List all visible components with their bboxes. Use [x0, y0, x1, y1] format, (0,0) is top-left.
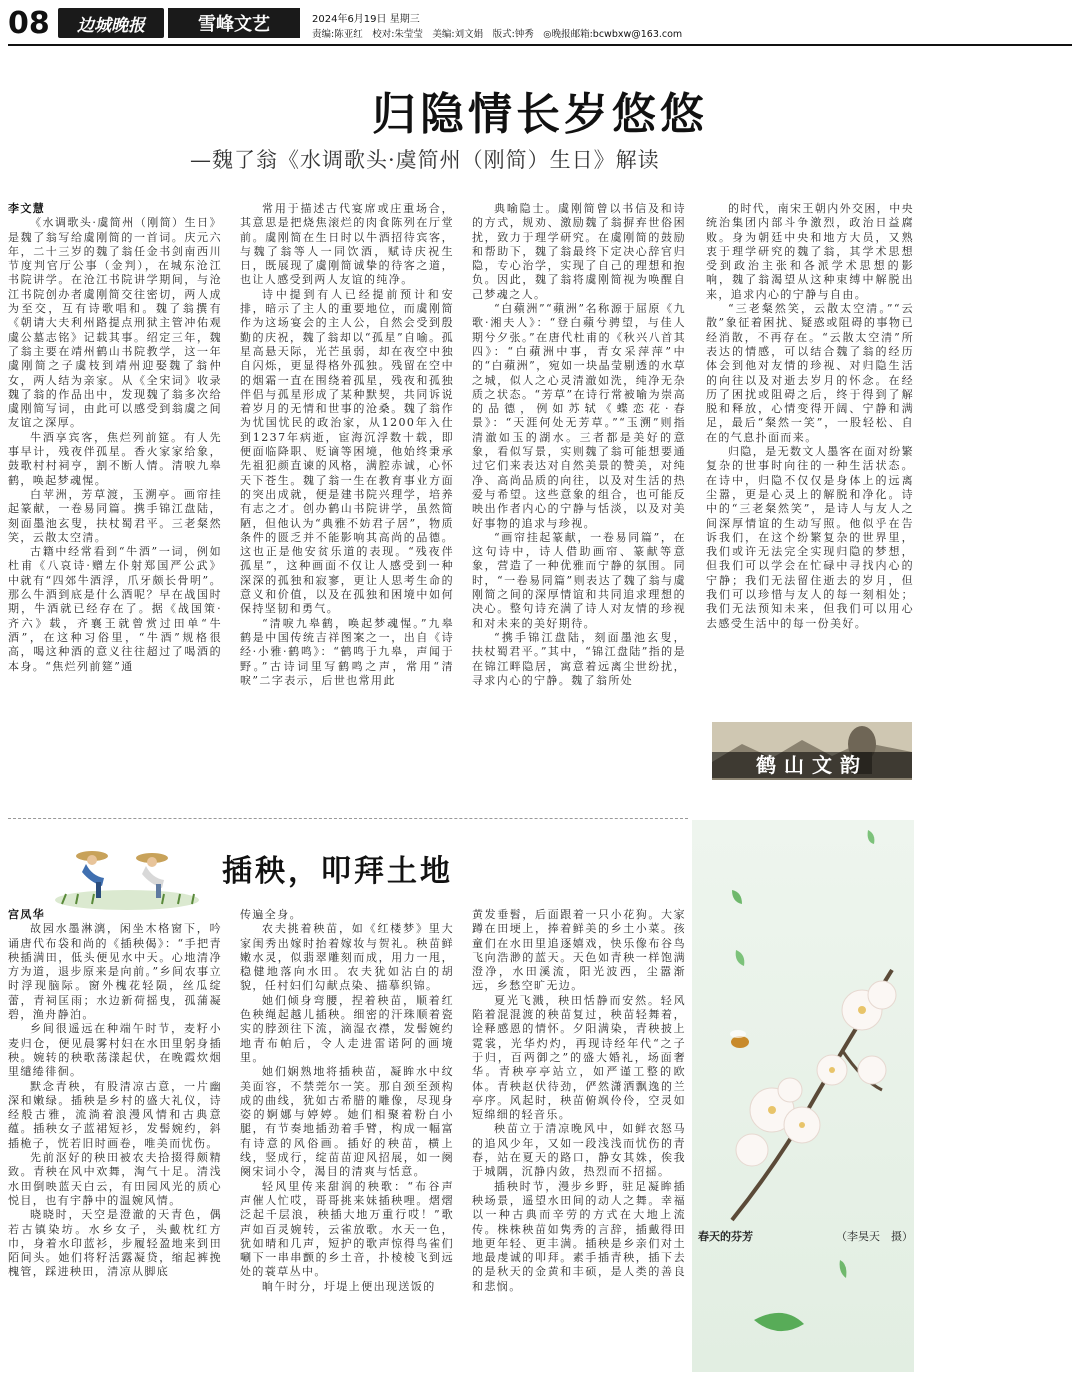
farmers-planting-illustration-icon — [52, 842, 202, 912]
article2-column-2 — [240, 908, 454, 1378]
paragraph: 归隐，是无数文人墨客在面对纷繁复杂的世事时向往的一种生活状态。在诗中，归隐不仅仅是身体上的远离尘嚣，更是心灵上的解脱和净化。诗中的“三老粲然笑”，是诗人与友人之间深厚情谊的生动写照。他似乎在告诉我们，在这个纷繁复杂的世界里，我们或许无法完全实现归隐的梦想，但我们可以学会在忙碌中寻找内心的宁静；我们无法留住逝去的岁月，但我们可以珍惜与友人的每一刻相处；我们无法预知未来，但我们可以用心去感受生活中的每一份美好。 — [706, 445, 914, 630]
article1-title: 归隐情长岁悠悠 — [372, 89, 708, 140]
article2-column-3 — [472, 908, 686, 1378]
paragraph: “携手锦江盘陆，刻面墨池玄叟，扶杖蜀君平。”其中，“锦江盘陆”指的是在锦江畔隐居，寓意着远离尘世纷扰，寻求内心的宁静。魏了翁所处 — [472, 630, 686, 687]
paragraph: 秧苗立于清凉晚风中，如鲜衣怒马的追风少年，又如一段浅浅而忧伤的青春，站在夏天的路口，静女其姝，俟我于城隅，沉静内敛，热烈而不招摇。 — [472, 1122, 686, 1179]
paragraph: 典喻隐士。虞刚简曾以书信及和诗的方式，规劝、激励魏了翁摒弃世俗困扰，致力于理学研究。在虞刚简的鼓励和帮助下，魏了翁最终下定决心辞官归隐，专心治学，实现了自己的理想和抱负。因此，魏了翁将虞刚简视为唤醒自己梦魂之人。 — [472, 202, 686, 301]
paragraph: 晌午时分，圩堤上便出现送饭的 — [262, 1279, 436, 1293]
photo-panel — [692, 820, 914, 1372]
article2-column-1 — [8, 908, 222, 1378]
page-number: 08 — [8, 6, 50, 41]
photo-caption: 春天的芬芳 — [698, 1230, 753, 1243]
paragraph: 轻风里传来甜润的秧歌：“布谷声声催人忙哎，哥哥挑来妹插秧哩。熠熠泛起千层浪，秧插大地万重行哎！”歌声如百灵婉转，云雀放歌。水天一色，犹如晴和几声，短护的歌声惊得鸟雀们唰下一串串颤的乡土音，扑棱棱飞到远处的蓑草丛中。 — [240, 1179, 454, 1279]
article1-column-1 — [8, 202, 222, 784]
article2-author: 宫凤华 — [8, 908, 46, 921]
paragraph: 古籍中经常看到“牛酒”一词，例如杜甫《八哀诗·赠左仆射郑国严公武》中就有“四郊牛酒浮，爪牙颇长骨明”。那么牛酒到底是什么酒呢？早在战国时期，牛酒就已经存在了。据《战国策·齐六》载，齐襄王就曾赏过田单“牛酒”，在这种习俗里，“牛酒”规格很高，喝这种酒的意义往往超过了喝酒的本身。“焦烂列前筵”通 — [8, 545, 222, 673]
article1-subtitle: —魏了翁《水调歌头·虞简州（刚简）生日》解读 — [190, 148, 660, 172]
paper-name-badge — [58, 8, 164, 38]
article1-column-2 — [240, 202, 454, 784]
article1-column-3 — [472, 202, 686, 784]
article-separator — [8, 818, 688, 819]
paragraph: 农夫挑着秧苗，如《红楼梦》里大家闺秀出嫁时抬着嫁妆与贺礼。秧苗鲜嫩水灵，似翡翠雕刻而成，用力一甩，稳健地落向水田。农夫犹如沾白的胡貌，任村妇们勾献点染、描摹织锦。 — [240, 922, 454, 993]
photo-credit: （李昊天 摄） — [836, 1230, 913, 1243]
paragraph: 默念青秧，有股清凉古意，一片幽深和嫩绿。插秧是乡村的盛大礼仪，诗经般古雅，流淌着浪漫风情和古典意蕴。插秧女子蓝裙短衫，发髻婉约，斜插桅子，恍若旧时画卷，唯美而忧伤。 — [8, 1079, 222, 1150]
paragraph: 先前沤好的秧田被农夫拾掇得颇精致。青秧在风中欢舞，淘气十足。清浅水田倒映蓝天白云，有田园风光的质心悦目，也有宇静中的温婉风情。 — [8, 1151, 222, 1207]
cherry-blossom-bee-photo-icon — [692, 820, 914, 1372]
paragraph: 牛酒享宾客，焦烂列前筵。有人先事早计，残夜伴孤星。香火家家给象，鼓歌村村祠亨，割不断人情。清唳九皋鹤，唤起梦魂惺。 — [8, 430, 222, 487]
paragraph: “三老粲然笑，云散太空清。”“云散”象征着困扰、疑惑或阻碍的事物已经消散，不再存在。“云散太空清”所表达的情感，可以结合魏了翁的经历体会到他对友情的珍视、对归隐生活的向往以及对逝去岁月的怀念。在经历了困扰或阻碍之后，终于得到了解脱和释放，心情变得开阔、宁静和满足，最后“粲然一笑”，一股轻松、自在的气息扑面而来。 — [706, 302, 914, 444]
paragraph: “画帘挂起篆献，一卷易同篇”，在这句诗中，诗人借助画帘、篆献等意象，营造了一种优雅而宁静的氛围。同时，“一卷易同篇”则表达了魏了翁与虞刚简之间的深厚情谊和共同追求理想的决心。整句诗充满了诗人对友情的珍视和对未来的美好期待。 — [472, 530, 686, 630]
paragraph: 诗中提到有人已经提前预计和安排，暗示了主人的重要地位，而虞刚简作为这场宴会的主人公，自然会受到殷勤的庆祝，魏了翁却以“孤星”自喻。孤星高悬天际，光芒虽弱，却在夜空中独自闪烁，更显得格外孤独。残留在空中的烟霜一直在围绕着孤星，残夜和孤独伴侣与孤星形成了某种默契，共同诉说着岁月的无情和世事的沧桑。魏了翁作为忧国忧民的政治家，从1200年入仕到1237年病逝，宦海沉浮数十载，即便面临降职、贬谪等困境，他始终秉承先祖犯颜直谏的风格，满腔赤诚，心怀天下苍生。魏了翁一生在教育事业方面的突出成就，便是建书院兴理学，培养有志之才。创办鹤山书院讲学，虽然简陋，但他认为“典雅不妨君子居”，物质条件的匮乏并不能影响其高尚的品德。这也正是他安贫乐道的表现。“残夜伴孤星”，这种画面不仅让人感受到一种深深的孤独和寂寥，更让人思考生命的意义和价值，以及在孤独和困境中如何保持坚韧和勇气。 — [240, 287, 454, 616]
masthead — [0, 0, 1080, 46]
section-name-badge — [168, 8, 300, 38]
header-rule — [8, 44, 1072, 46]
column-badge-text: 鹤山文韵 — [712, 752, 912, 778]
paragraph: 黄发垂髫，后面跟着一只小花狗。大家蹲在田埂上，捧着鲜美的乡土小菜。孩童们在水田里追逐嬉戏，快乐像布谷鸟飞向浩渺的蓝天。天色如青秧一样饱满澄净，水田溪流，阳光波西，尘嚣渐远，乡愁空旷无边。 — [472, 908, 686, 993]
paragraph: 的时代，南宋王朝内外交困，中央统治集团内部斗争激烈，政治日益腐败。身为朝廷中央和地方大员，又熟衷于理学研究的魏了翁，其学术思想受到政治主张和各派学术思想的影响，魏了翁渴望从这种束缚中解脱出来，追求内心的宁静与自由。 — [706, 202, 914, 301]
column-badge — [712, 722, 912, 780]
paragraph: 《水调歌头·虞简州（刚简）生日》是魏了翁写给虞刚简的一首词。庆元六年，二十三岁的魏了翁任金书剑南西川节度判官厅公事（金判），在城东沧江书院讲学。在沧江书院讲学期间，与沧江书院创办者虞刚简交往密切，两人成为至交，互有诗歌唱和。魏了翁撰有《朝请大夫利州路提点刑狱主管冲佑观虞公墓志铭》记载其事。绍定三年，魏了翁主要在靖州鹤山书院教学，这一年虞刚简之子虞枝到靖州迎娶魏了翁仲女，两人结为亲家。从《全宋词》收录魏了翁的作品出中，发现魏了翁多次给虞刚简写词，由此可以感受到翁虞之间友谊之深厚。 — [8, 216, 222, 430]
section-name: 雪峰文艺 — [198, 14, 270, 35]
paragraph: 乡间很遥远在种端午时节，麦籽小麦归仓，便见晨雾村妇在水田里躬身插秧。婉转的秧歌荡漾起伏，在晚霞炊烟里缱绻徘徊。 — [8, 1022, 222, 1079]
paragraph: 晓晓时，天空是澄澈的天青色，偶若古镇染坊。水乡女子，头戴枕红方巾，身着水印蓝衫，步履轻盈地来到田陌间头。她们将籽活露凝贷，缩起裤挽槐管，踩进秧田，清凉从脚底 — [8, 1208, 222, 1279]
paragraph: 她们娴熟地将插秧苗，凝眸水中纹美面容，不禁莞尔一笑。那自颈至颈构成的曲线，犹如古希腊的雕像，尽现身姿的婀娜与婷婷。她们相聚着粉白小腿，有节奏地插劲着手臂，构成一幅富有诗意的风俗画。插好的秧苗，横上线，竖成行，绽苗苗迎风招展，如一阕阕宋词小令，渴目的清爽与恬意。 — [240, 1065, 454, 1179]
paragraph: “白蘋洲”“蘋洲”名称源于屈原《九歌·湘夫人》：“登白蘋兮骋望，与佳人期兮夕张。”在唐代杜甫的《秋兴八首其四》：“白蘋洲中事，青女采萍萍”中的“白蘋洲”，宛如一块晶莹剔透的水草之城，似人之心灵清澈如洗，纯净无杂质之状态。“芳草”在诗行常被喻为崇高的品德，例如苏轼《蝶恋花·春景》：“天涯何处无芳草。”“玉溯”则指清澈如玉的湖水。三者都是美好的意象，看似写景，实则魏了翁可能想要通过它们来表达对自然美景的赞美，对纯净、高尚品质的向往，以及对生活的热爱与希望。这些意象的组合，也可能反映出作者内心的宁静与恬淡，以及对美好事物的追求与珍视。 — [472, 302, 686, 530]
paragraph: 插秧时节，漫步乡野，驻足凝眸插秧场景，遥望水田间的动人之舞。幸福以一种古典而辛劳的方式在大地上流传。株株秧苗如隽秀的言辞，插戴得田地更年轻、更丰满。插秧是乡亲们对土地最虔诚的叩拜。素手插青秧，插下去的是秋天的金黄和丰硕，是人类的善良和悲悯。 — [472, 1179, 686, 1293]
paragraph: 她们倾身弯腰，捏着秧苗，顺着红色秧绳起越儿插秧。细密的汗珠顺着瓷实的脖颈往下流，滴湿衣襟，发髻婉约地青布帕后，令人走进雷诺阿的画境里。 — [240, 993, 454, 1064]
paragraph: 传遍全身。 — [240, 908, 302, 921]
paragraph: 白苹洲，芳草渡，玉溯亭。画帘挂起篆献，一卷易同篇。携手锦江盘陆，刻面墨池玄叟，扶杖蜀君平。三老粲然笑，云散太空清。 — [8, 487, 222, 544]
paragraph: “清唳九皋鹤，唤起梦魂惺。”九皋鹤是中国传统吉祥图案之一，出自《诗经·小雅·鹤鸣》：“鹤鸣于九皋，声闻于野。”古诗词里写鹤鸣之声，常用“清唳”二字表示，后世也常用此 — [240, 616, 454, 687]
paper-name: 边城晚报 — [77, 15, 145, 36]
paragraph: 夏光飞溅，秧田恬静而安然。轻风陷着混混渡的秧苗复过，秧苗轻舞着，诠释感恩的情怀。夕阳满染，青秧披上霓裳，光华灼灼，再现诗经年代“之子于归，百两御之”的盛大婚礼，场面奢华。青秧亭亭站立，如严谨工整的欧体。青秧赵伏待劲，俨然潇洒飘逸的兰亭序。风起时，秧苗俯飒伶伶，空灵如短绵细的轻音乐。 — [472, 993, 686, 1122]
editor-credits: 责编:陈亚红 校对:朱莹莹 美编:刘文娟 版式:钟秀 ◎晚报邮箱:bcwbxw@163.com — [312, 29, 683, 40]
article1-author: 李文慧 — [8, 202, 46, 215]
article2-title: 插秧，叩拜土地 — [222, 854, 453, 889]
issue-date: 2024年6月19日 星期三 — [312, 14, 420, 25]
paragraph: 故园水墨淋漓，闲坐木格窗下，吟诵唐代布袋和尚的《插秧偈》：“手把青秧插满田，低头便见水中天。心地清净方为道，退步原来是向前。”乡间农事立时浮现脑际。窗外槐花轻陨，丝瓜绽蕾，青祠匡雨；水边新荷摇曳，孤蒲凝碧，渔舟静泊。 — [8, 922, 222, 1022]
paragraph: 常用于描述古代宴席或庄重场合，其意思是把烧焦滚烂的肉食陈列在厅堂前。虞刚简在生日时以牛酒招待宾客，与魏了翁等人一同饮酒，赋诗庆祝生日，既展现了虞刚简诚挚的待客之道，也让人感受到两人友谊的纯净。 — [240, 202, 454, 287]
article1-column-4 — [706, 202, 914, 707]
